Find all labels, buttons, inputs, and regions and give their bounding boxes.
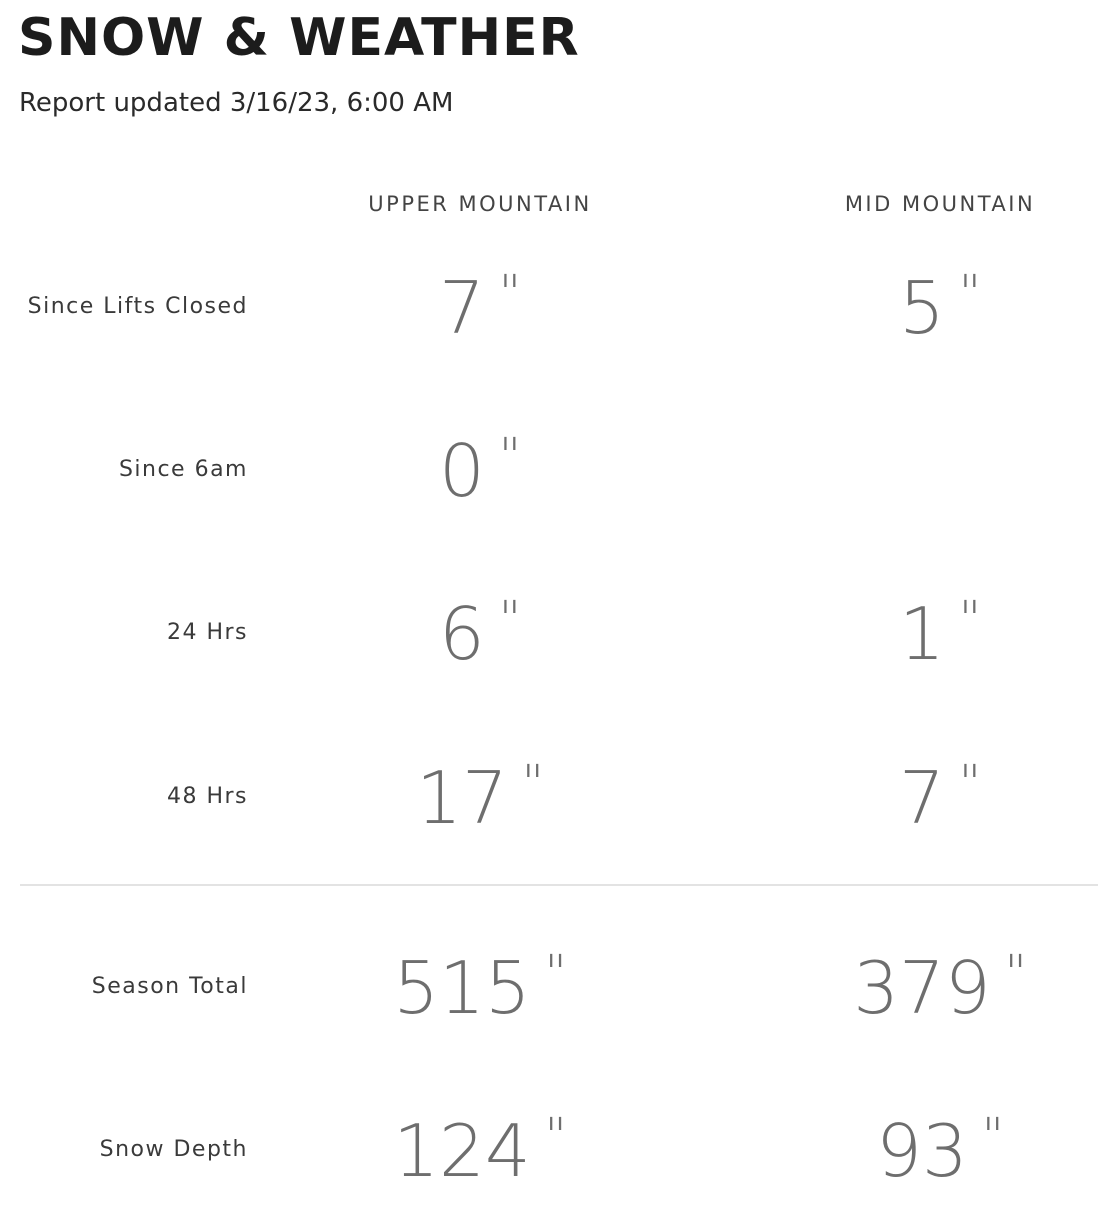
column-header-upper-mountain: UPPER MOUNTAIN <box>368 192 592 216</box>
value-number: 1 <box>899 592 945 676</box>
snow-row-since-lifts-closed <box>0 258 1098 358</box>
mid-mountain-value <box>780 584 1098 684</box>
row-label: Since Lifts Closed <box>27 294 248 319</box>
inch-unit: " <box>1004 945 1027 1001</box>
value-number: 0 <box>439 429 485 513</box>
column-header-mid-mountain: MID MOUNTAIN <box>844 192 1036 216</box>
snow-row-48-hrs <box>0 748 1098 848</box>
inch-unit: " <box>958 755 981 811</box>
value-number: 5 <box>899 266 945 350</box>
inch-unit: " <box>498 591 521 647</box>
upper-mountain-value <box>320 258 640 358</box>
snow-row-since-6am <box>0 421 1098 521</box>
value-number: 6 <box>439 592 485 676</box>
inch-unit: " <box>958 265 981 321</box>
page-title: SNOW & WEATHER <box>18 8 580 68</box>
inch-unit: " <box>521 755 544 811</box>
inch-unit: " <box>544 1108 567 1164</box>
row-label: 24 Hrs <box>166 620 248 645</box>
section-divider <box>20 884 1098 886</box>
value-number: 379 <box>853 946 991 1030</box>
report-updated-text: Report updated 3/16/23, 6:00 AM <box>19 88 454 118</box>
value-number: 7 <box>899 756 945 840</box>
value-number: 7 <box>439 266 485 350</box>
inch-unit: " <box>958 591 981 647</box>
upper-mountain-value <box>320 421 640 521</box>
value-number: 17 <box>416 756 508 840</box>
inch-unit: " <box>498 265 521 321</box>
value-number: 124 <box>393 1109 531 1193</box>
inch-unit: " <box>498 428 521 484</box>
mid-mountain-value <box>780 1101 1098 1201</box>
upper-mountain-value <box>320 584 640 684</box>
mid-mountain-value <box>780 748 1098 848</box>
upper-mountain-value <box>320 1101 640 1201</box>
snow-row-snow-depth <box>0 1101 1098 1201</box>
inch-unit: " <box>981 1108 1004 1164</box>
mid-mountain-value <box>780 938 1098 1038</box>
upper-mountain-value <box>320 748 640 848</box>
row-label: 48 Hrs <box>166 784 248 809</box>
value-number: 515 <box>393 946 531 1030</box>
value-number: 93 <box>876 1109 968 1193</box>
row-label: Snow Depth <box>99 1137 248 1162</box>
upper-mountain-value <box>320 938 640 1038</box>
row-label: Since 6am <box>118 457 248 482</box>
snow-row-season-total <box>0 938 1098 1038</box>
mid-mountain-value <box>780 258 1098 358</box>
snow-row-24-hrs <box>0 584 1098 684</box>
row-label: Season Total <box>91 974 248 999</box>
inch-unit: " <box>544 945 567 1001</box>
